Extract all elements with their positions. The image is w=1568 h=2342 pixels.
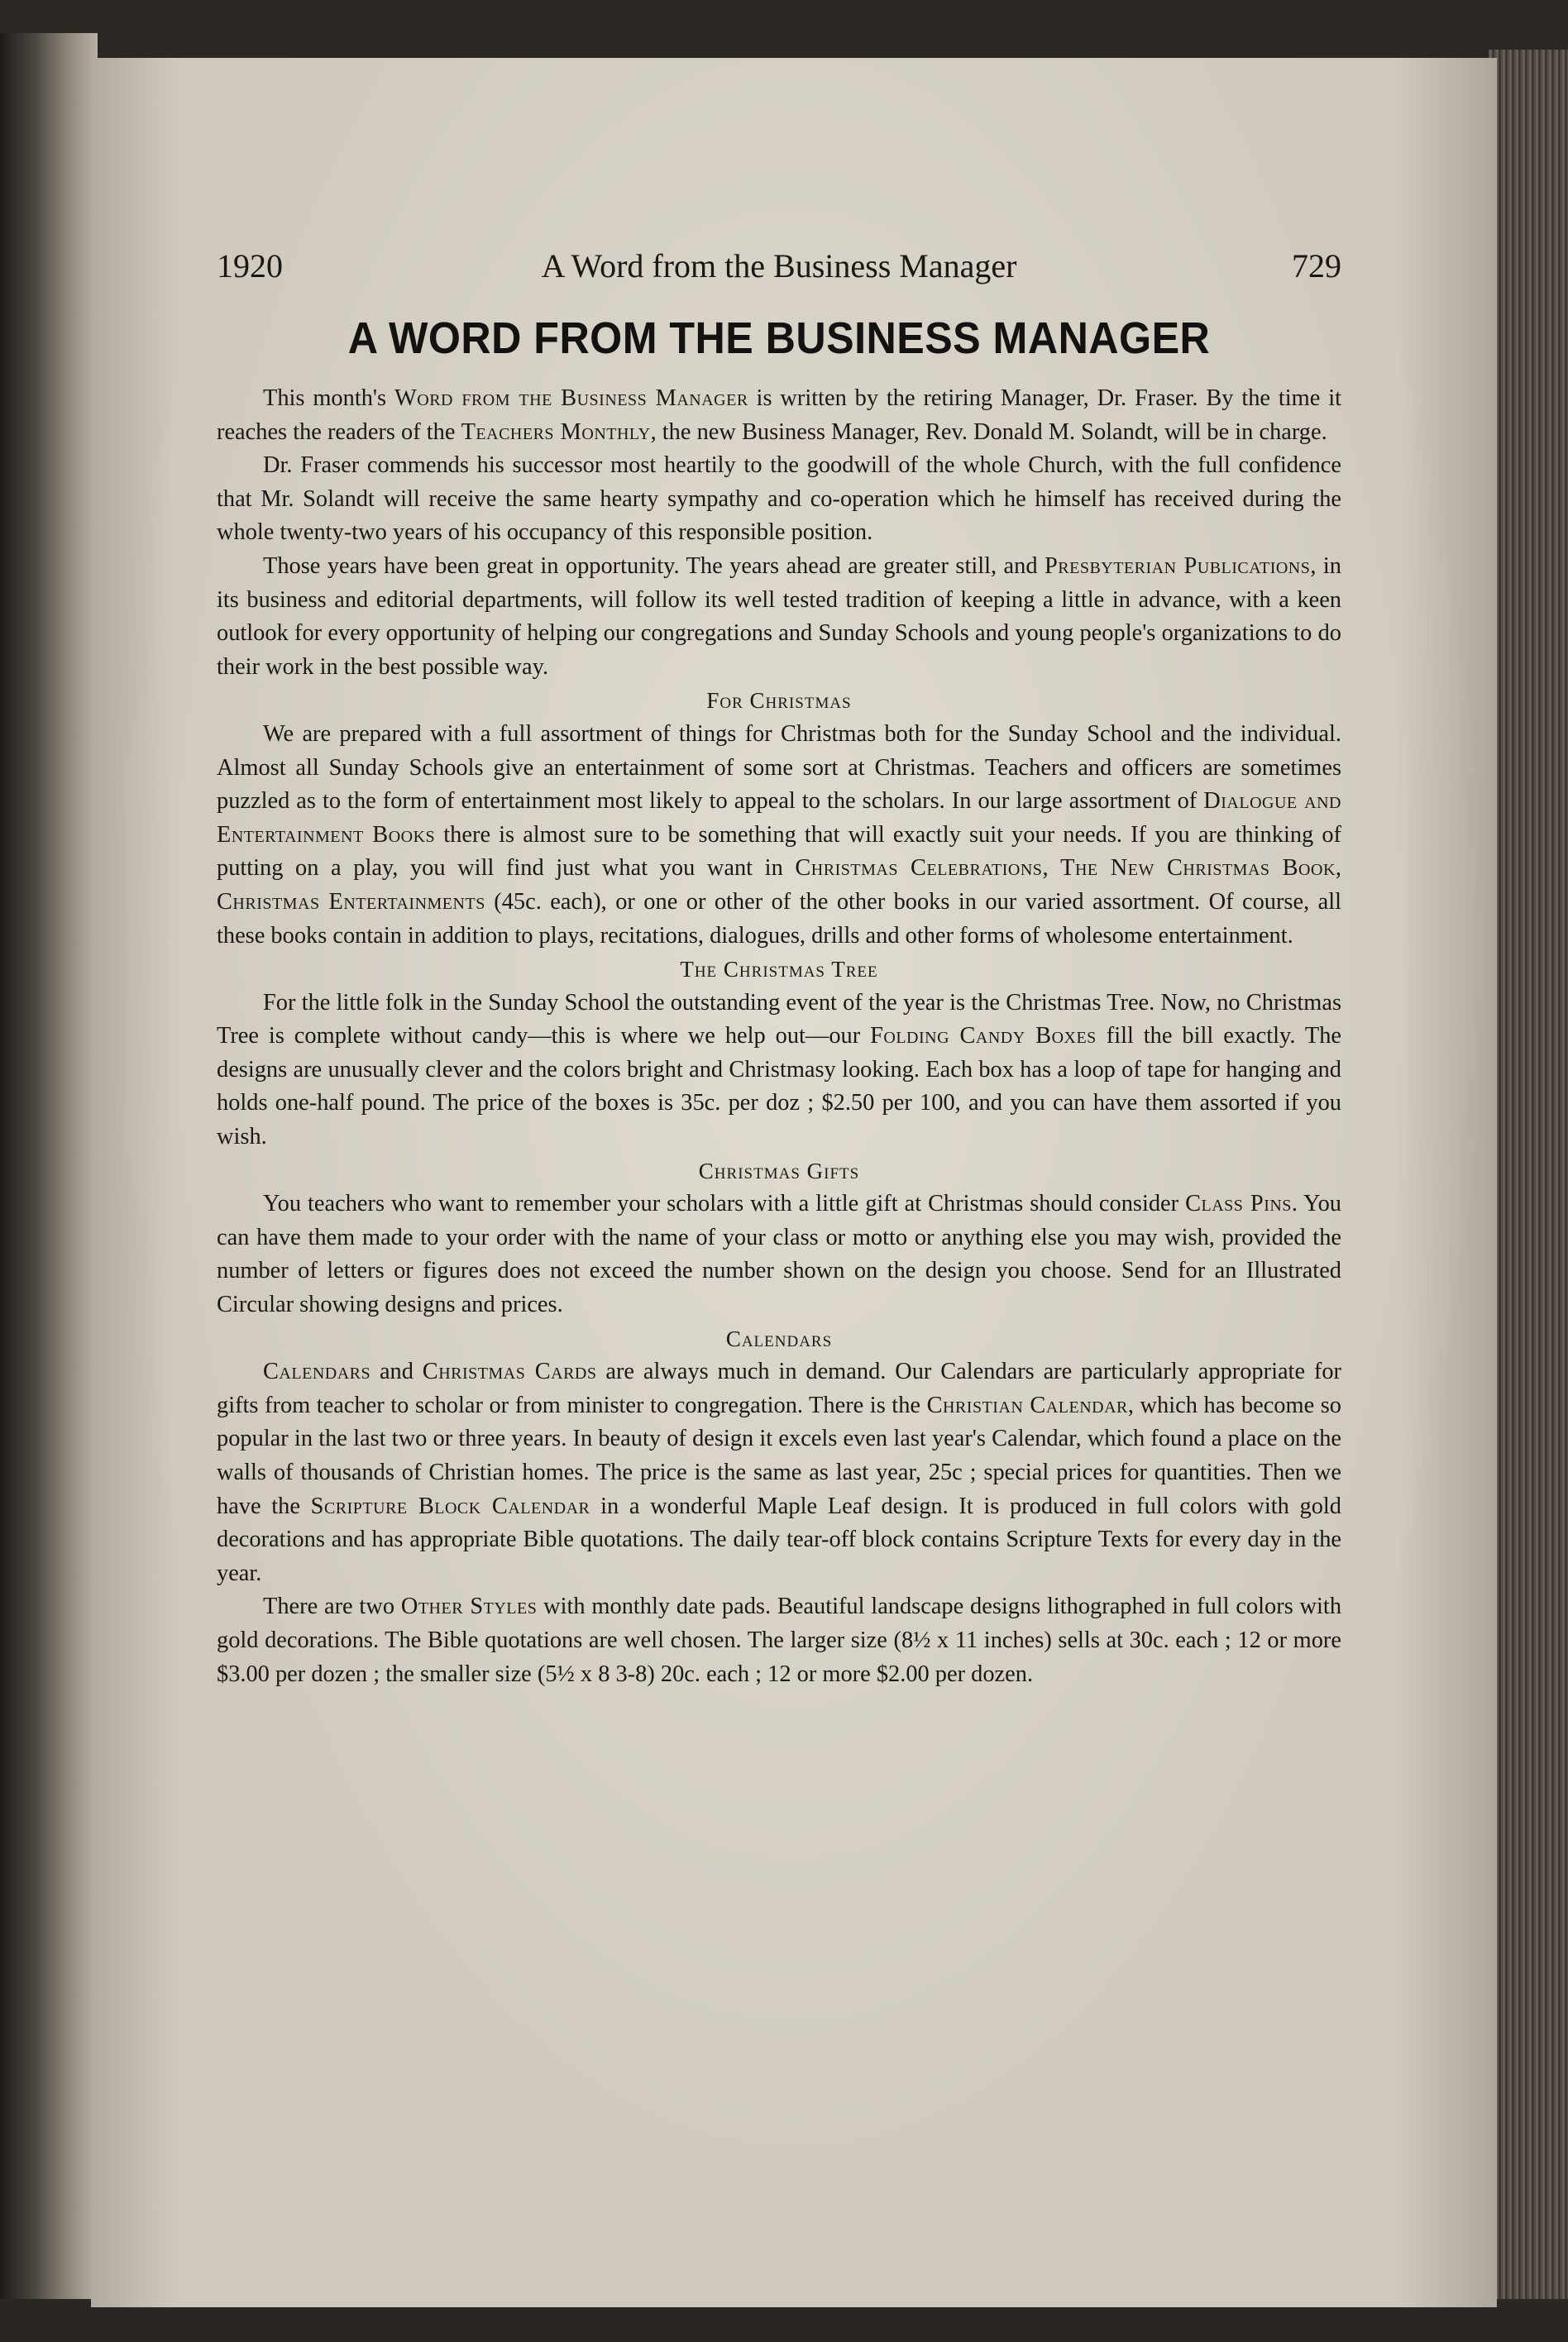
text-run: , which has become so popular in the last two or three years. In beauty of design it excels even last year's Calendar, which found a place on the walls of thousands of Christian homes. The price is the same as last year, 25c ; special prices for quantities. Then we have the (217, 1392, 1341, 1519)
small-caps-run: Dialogue and Entertainment Books (217, 788, 1341, 848)
small-caps-run: Folding Candy Boxes (870, 1023, 1097, 1049)
facing-page-edge (0, 33, 98, 2316)
text-run: We are prepared with a full assortment of things for Christmas both for the Sunday School and the individual. Almost all Sunday Schools give an entertainment of some sort at Christmas. Teachers and officers are sometimes puzzled as to the form of entertainment most likely to appeal to the scholars. In our large assortment of (217, 720, 1341, 815)
text-run: and (370, 1359, 423, 1385)
text-run: there is almost sure to be something that will exactly suit your needs. If you are thinking of putting on a play, you will find just what you want in (217, 821, 1341, 882)
small-caps-run: Other Styles (400, 1594, 538, 1620)
intro-paragraph-2: Dr. Fraser commends his successor most heartily to the goodwill of the whole Church, with the full confidence that Mr. Solandt will receive the same hearty sympathy and co-operation which he himself has received during the whole twenty-two years of his occupancy of this responsible position. (217, 452, 1341, 546)
running-header (217, 246, 1341, 296)
text-run: , (1335, 855, 1341, 882)
intro-paragraph-3 (217, 550, 1341, 684)
small-caps-run: Word from the Business Manager (394, 385, 748, 411)
calendars-paragraph-1 (217, 1355, 1341, 1590)
christmas-paragraph (217, 718, 1341, 953)
text-run: , (1042, 855, 1061, 882)
small-caps-run: Class Pins (1185, 1191, 1292, 1217)
article-title: A WORD FROM THE BUSINESS MANAGER (347, 313, 1211, 363)
text-run: , in its business and editorial departments, will follow its well tested tradition of keeping a little in advance, with a keen outlook for every opportunity of helping our congregations and Sunday Schools and young people's organizations to do their work in the best possible way. (217, 552, 1342, 680)
text-run: Those years have been great in opportunity. The years ahead are greater still, and (263, 552, 1045, 579)
text-run: . You can have them made to your order with the name of your class or motto or anything else you may wish, provided the number of letters or figures does not exceed the number shown on the design you choose. Send for an Illustrated Circular showing designs and prices. (217, 1191, 1341, 1318)
text-run: fill the bill exactly. The designs are unusually clever and the colors bright and Christmasy looking. Each box has a loop of tape for hanging and holds one-half pound. The price of the boxes is 35c. per doz ; $2.50 per 100, and you can have them assorted if you wish. (217, 1023, 1341, 1150)
small-caps-run: Calendars (263, 1359, 371, 1385)
text-run: is written by the retiring Manager, Dr. Fraser. By the time it reaches the readers of the (217, 385, 1342, 445)
text-run: in a wonderful Maple Leaf design. It is produced in full colors with gold decorations and has appropriate Bible quotations. The daily tear-off block contains Scripture Texts for every day in the year. (217, 1493, 1341, 1586)
small-caps-run: The New Christmas Book (1060, 855, 1336, 882)
header-year: 1920 (217, 247, 283, 284)
text-run: (45c. each), or one or other of the other books in our varied assortment. Of course, all these books contain in addition to plays, recitations, dialogues, drills and other forms of wholesome entertainment. (217, 888, 1341, 949)
section-heading-christmas-tree: The Christmas Tree (680, 957, 878, 982)
text-run: You teachers who want to remember your scholars with a little gift at Christmas should consider (263, 1191, 1186, 1217)
header-running-title: A Word from the Business Manager (541, 247, 1017, 284)
small-caps-run: Christmas Cards (422, 1359, 597, 1385)
small-caps-run: Christmas Celebrations (795, 855, 1043, 882)
book-page-edges (1489, 50, 1568, 2316)
page-number: 729 (1292, 247, 1341, 284)
small-caps-run: Presbyterian Publications (1044, 552, 1311, 579)
article-body (217, 382, 1341, 1691)
text-run: This month's (263, 385, 394, 411)
calendars-paragraph-2 (217, 1590, 1341, 1691)
christmas-tree-paragraph (217, 987, 1341, 1154)
section-heading-calendars: Calendars (725, 1326, 833, 1351)
text-run: For the little folk in the Sunday School the outstanding event of the year is the Christmas Tree. Now, no Christmas Tree is complete without candy—this is where we help out—our (217, 989, 1341, 1049)
intro-paragraph-1 (217, 382, 1341, 449)
christmas-gifts-paragraph (217, 1188, 1341, 1322)
small-caps-run: Christmas Entertainments (217, 888, 485, 915)
small-caps-run: Scripture Block Calendar (310, 1493, 590, 1519)
section-heading-christmas-gifts: Christmas Gifts (698, 1158, 860, 1183)
text-run: are always much in demand. Our Calendars are particularly appropriate for gifts from teacher to scholar or from minister to congregation. There is the (217, 1359, 1341, 1418)
text-run: with monthly date pads. Beautiful landscape designs lithographed in full colors with gold decorations. The Bible quotations are well chosen. The larger size (8½ x 11 inches) sells at 30c. each ; 12 or more $3.00 per dozen ; the smaller size (5½ x 8 3-8) 20c. each ; 12 or more $2.00 per dozen. (217, 1594, 1342, 1687)
text-run: There are two (263, 1594, 401, 1620)
small-caps-run: Christian Calendar (926, 1392, 1128, 1418)
small-caps-run: Teachers Monthly (461, 418, 651, 445)
section-heading-for-christmas: For Christmas (706, 688, 852, 714)
text-run: , the new Business Manager, Rev. Donald M. Solandt, will be in charge. (650, 418, 1327, 445)
